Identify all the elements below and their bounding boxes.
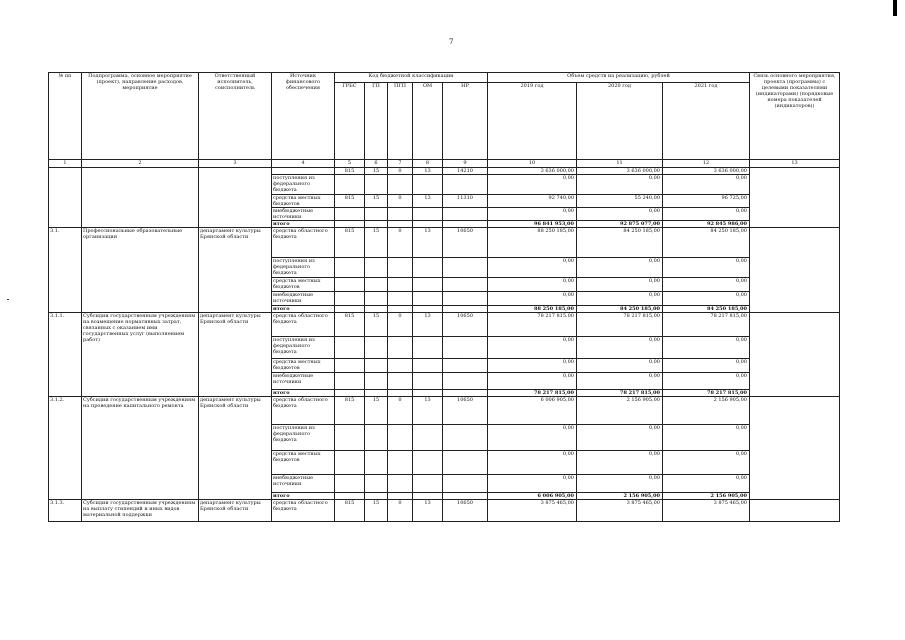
cell-source: средства местных бюджетов [272, 451, 335, 475]
cell-om [413, 221, 443, 228]
column-number: 11 [577, 160, 663, 168]
cell-gp: 15 [365, 397, 388, 425]
cell-grbs: 815 [335, 168, 365, 175]
cell-pgp [388, 425, 413, 451]
cell-source: средства областного бюджета [272, 500, 335, 522]
cell-om [413, 373, 443, 390]
cell-pgp: 0 [388, 195, 413, 208]
cell-pgp [388, 359, 413, 373]
cell-gp [365, 258, 388, 278]
header-no: № пп [49, 73, 82, 160]
cell-y2020: 0,00 [577, 451, 663, 475]
column-number-row [49, 160, 840, 168]
table-row [49, 228, 840, 258]
cell-nr [443, 493, 488, 500]
column-number: 1 [49, 160, 82, 168]
column-number: 7 [388, 160, 413, 168]
column-number: 6 [365, 160, 388, 168]
cell-y2020: 92 875 077,00 [577, 221, 663, 228]
cell-grbs [335, 425, 365, 451]
cell-nr [443, 475, 488, 493]
cell-y2019: 0,00 [488, 475, 577, 493]
cell-gp [365, 425, 388, 451]
cell-gp [365, 292, 388, 306]
cell-grbs [335, 359, 365, 373]
cell-gp [365, 337, 388, 359]
cell-nr: 14210 [443, 168, 488, 175]
cell-link [750, 500, 840, 522]
cell-y2019: 88 250 185,00 [488, 228, 577, 258]
cell-nr [443, 359, 488, 373]
cell-gp [365, 278, 388, 292]
cell-no: 3.1.3. [49, 500, 82, 522]
cell-nr [443, 390, 488, 397]
cell-gp: 15 [365, 228, 388, 258]
header-link: Связь основного мероприятия, проекта (программы) с целевыми показателями (индикаторами) (порядковые номера показателей (индикаторов)) [750, 73, 840, 160]
cell-y2021: 0,00 [663, 292, 750, 306]
cell-link [750, 228, 840, 313]
cell-om [413, 258, 443, 278]
cell-grbs [335, 221, 365, 228]
cell-nr [443, 258, 488, 278]
cell-source: средства областного бюджета [272, 397, 335, 425]
cell-y2021: 0,00 [663, 175, 750, 195]
cell-grbs: 815 [335, 397, 365, 425]
cell-nr: 10650 [443, 228, 488, 258]
cell-nr [443, 278, 488, 292]
table-row [49, 168, 840, 175]
cell-y2020: 78 217 815,00 [577, 390, 663, 397]
cell-exec: департамент культуры Брянской области [199, 313, 272, 397]
cell-no [49, 168, 82, 228]
cell-om: 13 [413, 313, 443, 337]
cell-name: Профессиональные образовательные организации [82, 228, 199, 313]
cell-y2021: 0,00 [663, 475, 750, 493]
cell-gp [365, 359, 388, 373]
cell-nr [443, 175, 488, 195]
cell-nr [443, 451, 488, 475]
page-number: 7 [449, 38, 454, 46]
cell-source: средства местных бюджетов [272, 195, 335, 208]
cell-gp [365, 373, 388, 390]
cell-grbs: 815 [335, 500, 365, 522]
table-row [49, 500, 840, 522]
cell-nr [443, 292, 488, 306]
table-header [49, 73, 840, 168]
column-number: 4 [272, 160, 335, 168]
cell-nr [443, 208, 488, 221]
cell-grbs [335, 175, 365, 195]
cell-nr [443, 425, 488, 451]
cell-y2019: 88 250 185,00 [488, 306, 577, 313]
cell-gp [365, 208, 388, 221]
cell-link [750, 168, 840, 228]
cell-grbs: 815 [335, 228, 365, 258]
cell-y2019: 96 841 953,00 [488, 221, 577, 228]
column-number: 5 [335, 160, 365, 168]
cell-gp: 15 [365, 195, 388, 208]
cell-pgp [388, 451, 413, 475]
cell-source: средства областного бюджета [272, 313, 335, 337]
cell-y2021: 84 250 185,00 [663, 306, 750, 313]
table-row [49, 397, 840, 425]
cell-y2021: 0,00 [663, 208, 750, 221]
cell-gp [365, 493, 388, 500]
cell-y2020: 84 250 185,00 [577, 228, 663, 258]
cell-y2021: 3 636 000,00 [663, 168, 750, 175]
cell-y2021: 92 845 986,00 [663, 221, 750, 228]
cell-y2020: 2 156 905,00 [577, 493, 663, 500]
cell-om [413, 175, 443, 195]
budget-table [48, 72, 840, 522]
cell-y2021: 2 156 905,00 [663, 493, 750, 500]
cell-nr: 10650 [443, 313, 488, 337]
cell-gp: 15 [365, 168, 388, 175]
cell-y2021: 78 217 815,00 [663, 390, 750, 397]
cell-source: средства местных бюджетов [272, 278, 335, 292]
cell-exec: департамент культуры Брянской области [199, 397, 272, 500]
cell-om: 13 [413, 228, 443, 258]
scan-mark [893, 0, 897, 16]
cell-pgp: 0 [388, 313, 413, 337]
cell-y2020: 0,00 [577, 258, 663, 278]
cell-om: 13 [413, 168, 443, 175]
cell-source: поступления из федерального бюджета [272, 175, 335, 195]
cell-pgp: 0 [388, 228, 413, 258]
cell-y2021: 96 725,00 [663, 195, 750, 208]
cell-source: внебюджетные источники [272, 292, 335, 306]
cell-grbs [335, 208, 365, 221]
cell-om [413, 292, 443, 306]
cell-y2020: 0,00 [577, 175, 663, 195]
cell-y2020: 0,00 [577, 373, 663, 390]
cell-y2019: 6 006 905,00 [488, 493, 577, 500]
cell-nr [443, 337, 488, 359]
cell-om [413, 493, 443, 500]
cell-gp: 15 [365, 500, 388, 522]
cell-y2021: 78 217 815,00 [663, 313, 750, 337]
table-body [49, 168, 840, 522]
cell-y2020: 84 250 185,00 [577, 306, 663, 313]
cell-om [413, 451, 443, 475]
column-number: 12 [663, 160, 750, 168]
cell-no: 3.1.1. [49, 313, 82, 397]
cell-om [413, 278, 443, 292]
cell-gp [365, 390, 388, 397]
cell-grbs [335, 292, 365, 306]
cell-y2019: 0,00 [488, 208, 577, 221]
cell-y2019: 0,00 [488, 258, 577, 278]
cell-y2021: 2 156 905,00 [663, 397, 750, 425]
cell-source: итого [272, 221, 335, 228]
cell-y2021: 3 875 465,00 [663, 500, 750, 522]
cell-grbs [335, 493, 365, 500]
cell-pgp [388, 258, 413, 278]
cell-y2020: 78 217 815,00 [577, 313, 663, 337]
cell-source: поступления из федерального бюджета [272, 258, 335, 278]
cell-om [413, 390, 443, 397]
cell-pgp: 0 [388, 168, 413, 175]
cell-pgp [388, 278, 413, 292]
cell-pgp [388, 337, 413, 359]
cell-pgp [388, 175, 413, 195]
cell-y2020: 0,00 [577, 475, 663, 493]
cell-gp [365, 451, 388, 475]
cell-nr [443, 221, 488, 228]
cell-y2020: 3 875 465,00 [577, 500, 663, 522]
column-number: 3 [199, 160, 272, 168]
header-source: Источник финансового обеспечения [272, 73, 335, 160]
cell-pgp [388, 390, 413, 397]
cell-y2019: 6 006 905,00 [488, 397, 577, 425]
cell-gp [365, 475, 388, 493]
cell-exec: департамент культуры Брянской области [199, 500, 272, 522]
cell-grbs [335, 390, 365, 397]
cell-nr [443, 373, 488, 390]
cell-no: 3.1.2. [49, 397, 82, 500]
cell-om [413, 359, 443, 373]
column-number: 8 [413, 160, 443, 168]
cell-y2019: 92 740,00 [488, 195, 577, 208]
cell-om [413, 475, 443, 493]
cell-pgp [388, 373, 413, 390]
cell-source: внебюджетные источники [272, 475, 335, 493]
header-year-2021: 2021 год [663, 83, 750, 160]
cell-y2019: 0,00 [488, 175, 577, 195]
cell-grbs [335, 278, 365, 292]
header-executor: Ответственный исполнитель, соисполнитель [199, 73, 272, 160]
cell-nr [443, 306, 488, 313]
cell-pgp [388, 292, 413, 306]
cell-nr: 10650 [443, 500, 488, 522]
header-nr: НР [443, 83, 488, 160]
cell-source: итого [272, 306, 335, 313]
cell-pgp [388, 493, 413, 500]
cell-pgp [388, 221, 413, 228]
cell-gp [365, 221, 388, 228]
table-row [49, 313, 840, 337]
cell-y2019: 0,00 [488, 292, 577, 306]
cell-y2021: 84 250 185,00 [663, 228, 750, 258]
cell-grbs [335, 337, 365, 359]
cell-om: 13 [413, 195, 443, 208]
cell-y2021: 0,00 [663, 337, 750, 359]
cell-grbs: 815 [335, 195, 365, 208]
cell-gp [365, 306, 388, 313]
cell-y2021: 0,00 [663, 278, 750, 292]
cell-grbs: 815 [335, 313, 365, 337]
cell-y2019: 0,00 [488, 278, 577, 292]
cell-y2020: 3 636 000,00 [577, 168, 663, 175]
cell-y2021: 0,00 [663, 425, 750, 451]
header-gp: ГП [365, 83, 388, 160]
cell-y2019: 3 636 000,00 [488, 168, 577, 175]
column-number: 9 [443, 160, 488, 168]
header-om: ОМ [413, 83, 443, 160]
cell-source: поступления из федерального бюджета [272, 337, 335, 359]
cell-pgp [388, 306, 413, 313]
header-budget-code: Код бюджетной классификации [335, 73, 488, 83]
cell-om: 13 [413, 500, 443, 522]
header-year-2019: 2019 год [488, 83, 577, 160]
cell-y2019: 0,00 [488, 451, 577, 475]
cell-y2019: 0,00 [488, 373, 577, 390]
cell-y2020: 0,00 [577, 208, 663, 221]
cell-om [413, 306, 443, 313]
cell-source [272, 168, 335, 175]
cell-gp: 15 [365, 313, 388, 337]
cell-y2020: 0,00 [577, 278, 663, 292]
cell-y2020: 0,00 [577, 359, 663, 373]
cell-nr: 11310 [443, 195, 488, 208]
cell-name: Субсидии государственным учреждениям на проведение капитального ремонта [82, 397, 199, 500]
cell-grbs [335, 451, 365, 475]
cell-y2019: 0,00 [488, 359, 577, 373]
cell-pgp [388, 208, 413, 221]
cell-source: итого [272, 390, 335, 397]
cell-source: поступления из федерального бюджета [272, 425, 335, 451]
header-grbs: ГРБС [335, 83, 365, 160]
cell-grbs [335, 258, 365, 278]
cell-y2019: 0,00 [488, 337, 577, 359]
cell-pgp: 0 [388, 397, 413, 425]
cell-y2021: 0,00 [663, 373, 750, 390]
cell-nr: 10650 [443, 397, 488, 425]
cell-name: Субсидии государственным учреждениям на возмещение нормативных затрат, связанных с оказанием ими государственных услуг (выполнением работ) [82, 313, 199, 397]
cell-name: Субсидии государственным учреждениям на выплату стипендий и иных видов материальной поддержки [82, 500, 199, 522]
cell-y2019: 0,00 [488, 425, 577, 451]
cell-y2020: 2 156 905,00 [577, 397, 663, 425]
cell-om [413, 425, 443, 451]
cell-link [750, 397, 840, 500]
cell-gp [365, 175, 388, 195]
cell-source: средства областного бюджета [272, 228, 335, 258]
cell-y2020: 0,00 [577, 425, 663, 451]
cell-source: внебюджетные источники [272, 373, 335, 390]
cell-y2020: 55 240,00 [577, 195, 663, 208]
header-volume: Объем средств на реализацию, рублей [488, 73, 750, 83]
cell-y2019: 78 217 815,00 [488, 390, 577, 397]
cell-pgp [388, 475, 413, 493]
cell-grbs [335, 306, 365, 313]
cell-pgp: 0 [388, 500, 413, 522]
cell-y2019: 78 217 815,00 [488, 313, 577, 337]
cell-source: внебюджетные источники [272, 208, 335, 221]
cell-exec: департамент культуры Брянской области [199, 228, 272, 313]
header-year-2020: 2020 год [577, 83, 663, 160]
cell-link [750, 313, 840, 397]
cell-om [413, 337, 443, 359]
cell-om [413, 208, 443, 221]
cell-y2021: 0,00 [663, 451, 750, 475]
cell-grbs [335, 373, 365, 390]
header-pgp: ПГП [388, 83, 413, 160]
column-number: 2 [82, 160, 199, 168]
column-number: 10 [488, 160, 577, 168]
cell-y2021: 0,00 [663, 258, 750, 278]
cell-y2020: 0,00 [577, 292, 663, 306]
scan-dust [7, 299, 9, 300]
cell-y2020: 0,00 [577, 337, 663, 359]
column-number: 13 [750, 160, 840, 168]
cell-source: средства местных бюджетов [272, 359, 335, 373]
cell-om: 13 [413, 397, 443, 425]
cell-no: 3.1. [49, 228, 82, 313]
cell-grbs [335, 475, 365, 493]
cell-exec [199, 168, 272, 228]
cell-y2019: 3 875 465,00 [488, 500, 577, 522]
cell-y2021: 0,00 [663, 359, 750, 373]
header-name: Подпрограмма, основное мероприятие (проект), направление расходов, мероприятие [82, 73, 199, 160]
cell-source: итого [272, 493, 335, 500]
cell-name [82, 168, 199, 228]
